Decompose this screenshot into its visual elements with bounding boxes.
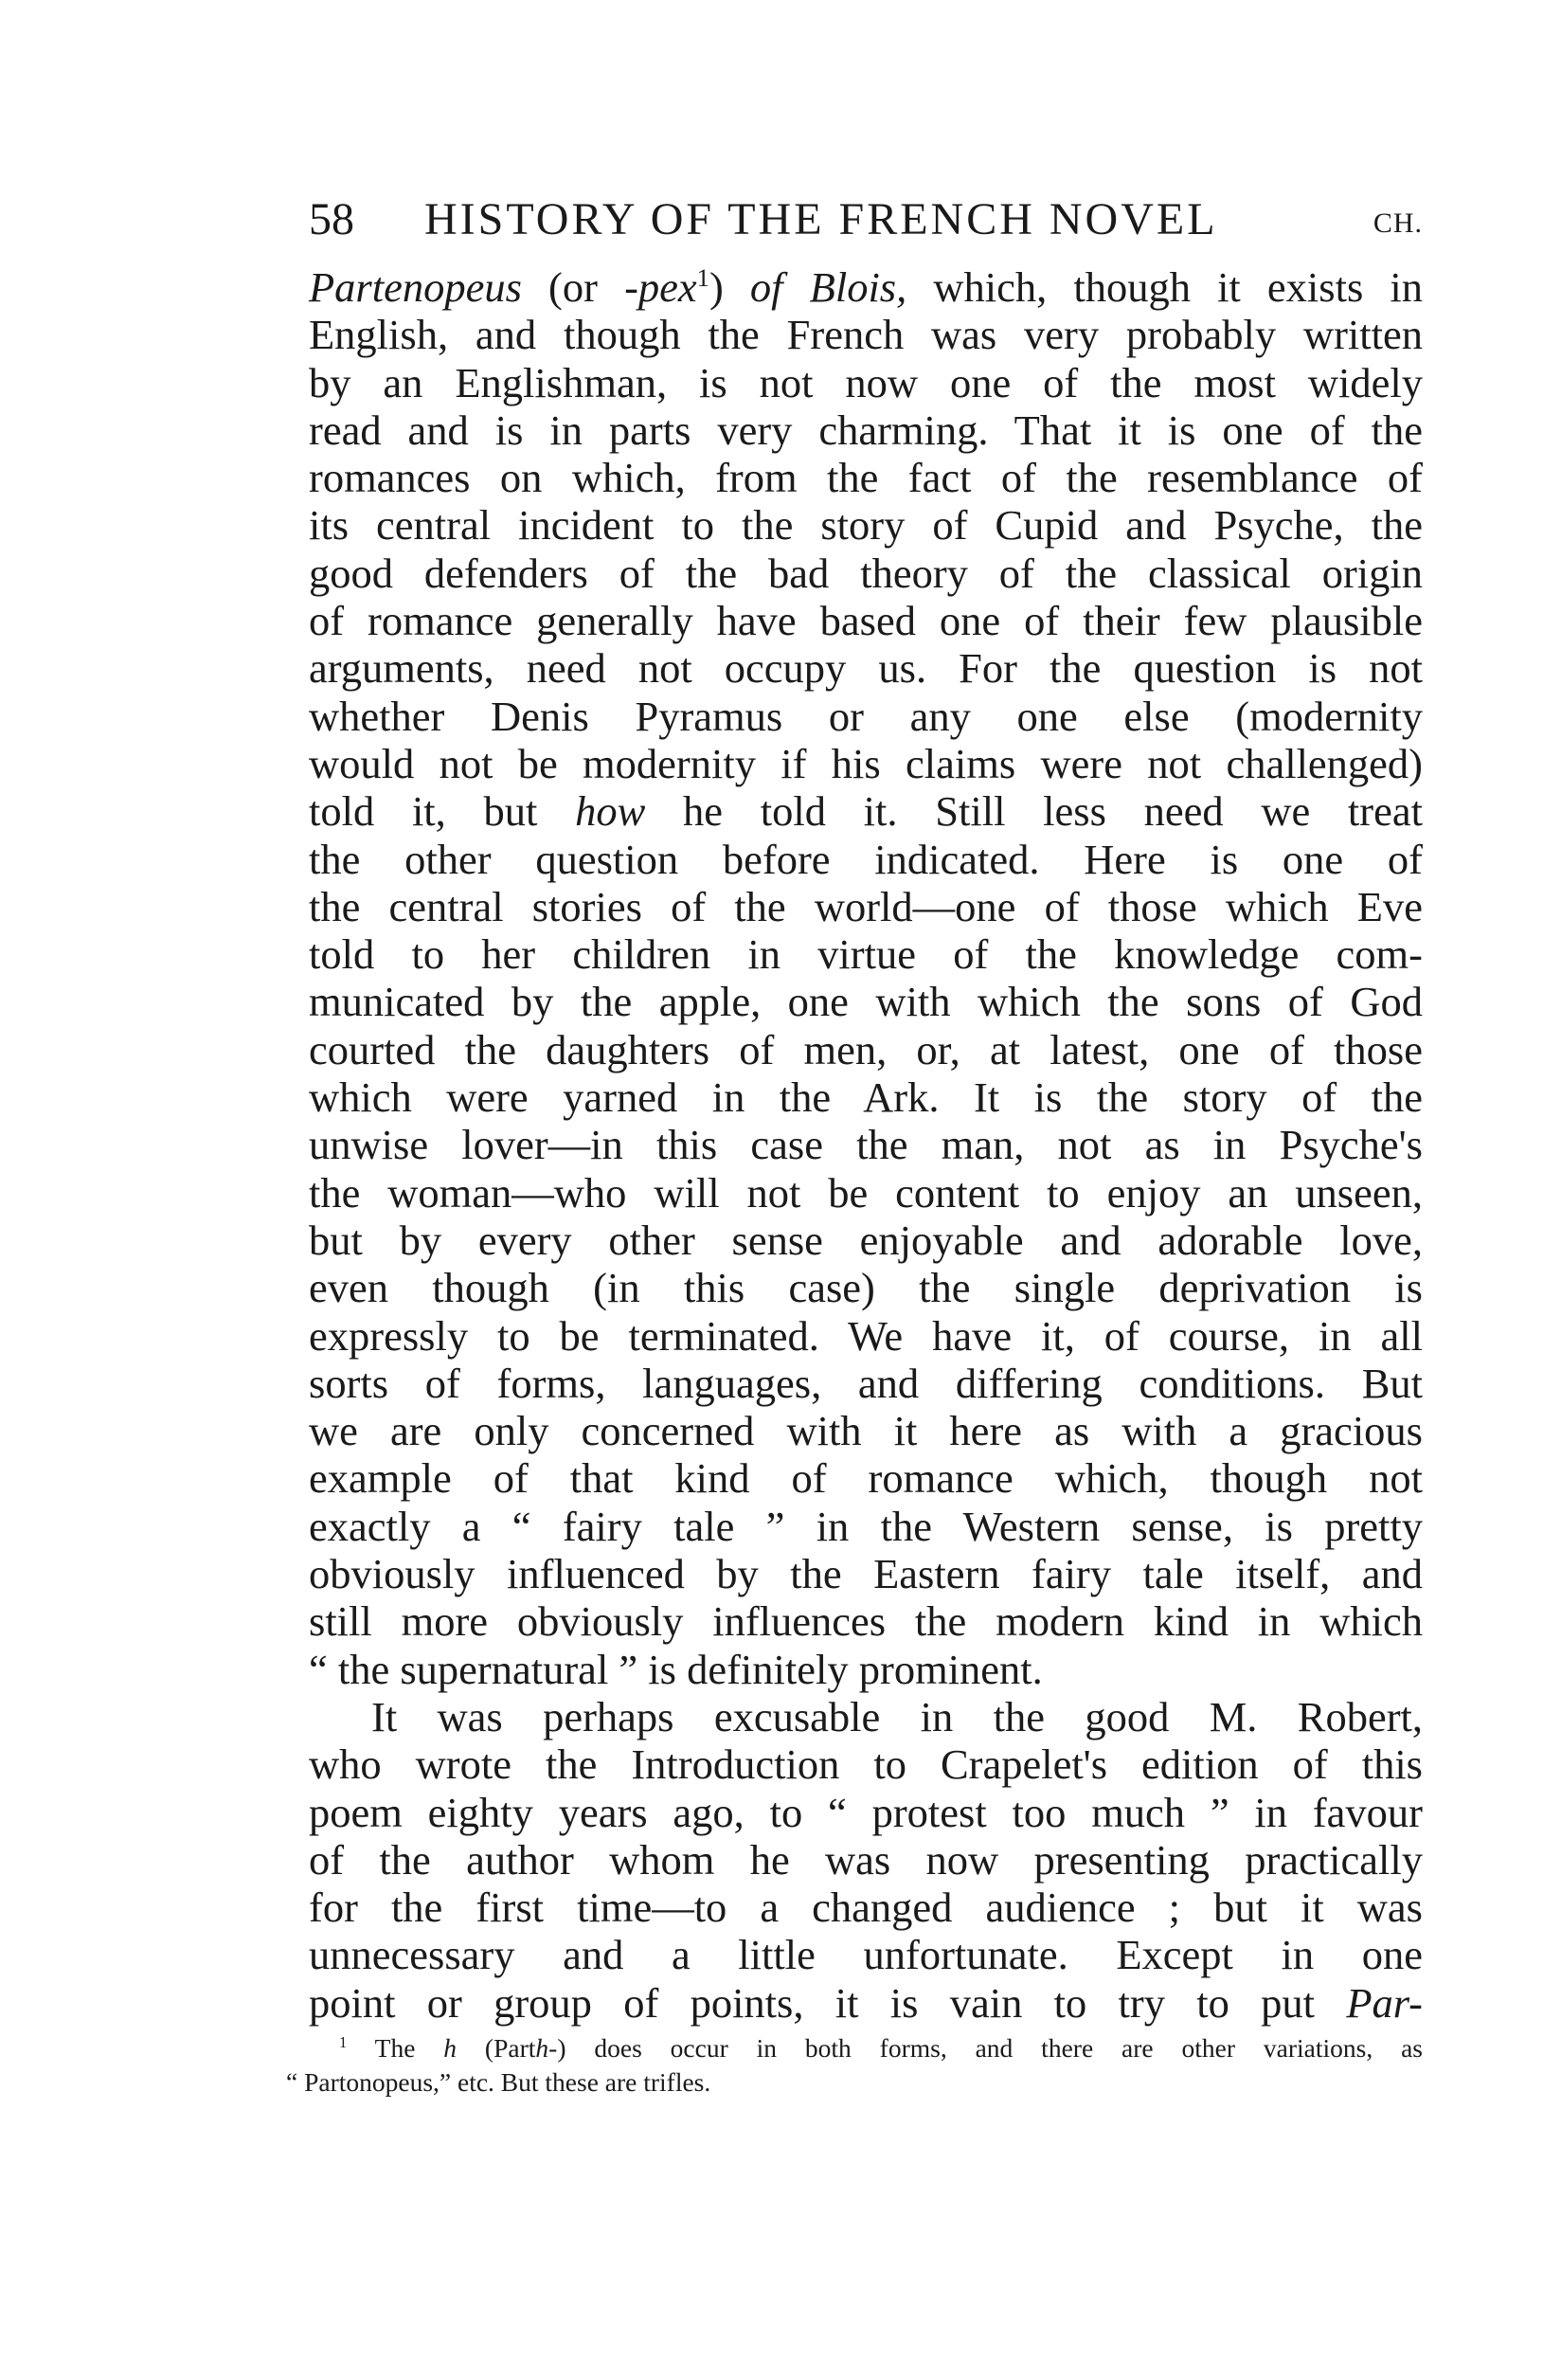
text-line: [309, 1740, 1423, 1788]
text-segment: obviously influenced by the Eastern fairy tale itself, and: [309, 1550, 1423, 1598]
text-segment: unnecessary and a little unfortunate. Except in one: [309, 1931, 1423, 1979]
footnote-line: [286, 2031, 1423, 2065]
text-segment: who wrote the Introduction to Crapelet's edition of this: [309, 1740, 1423, 1789]
italic-text: how: [575, 787, 646, 836]
text-line: [309, 550, 1423, 597]
text-segment: “ the supernatural ” is definitely prominent.: [309, 1645, 1043, 1693]
text-segment: the other question before indicated. Here is one of: [309, 835, 1423, 883]
text-segment: still more obviously influences the modern kind in which: [309, 1597, 1423, 1646]
text-segment: arguments, need not occupy us. For the question is not: [309, 644, 1423, 693]
text-segment: municated by the apple, one with which the sons of God: [309, 978, 1423, 1026]
text-line: [309, 644, 1423, 692]
text-segment: whether Denis Pyramus or any one else (modernity: [309, 692, 1423, 740]
text-segment: sorts of forms, languages, and differing conditions. But: [309, 1359, 1423, 1407]
text-line: [309, 406, 1423, 454]
text-line: [309, 1884, 1423, 1931]
text-line: [309, 930, 1423, 978]
text-segment: read and is in parts very charming. That it is one of the: [309, 406, 1423, 454]
text-segment: The: [347, 2033, 444, 2063]
text-segment: which, though it exists in: [906, 263, 1423, 311]
text-segment: “ Partonopeus,” etc. But these are trifles.: [286, 2067, 711, 2097]
text-line: [309, 693, 1423, 740]
text-segment: exactly a “ fairy tale ” in the Western sense, is pretty: [309, 1502, 1423, 1550]
text-segment: told it, but: [309, 787, 576, 836]
text-line: [309, 883, 1423, 930]
text-segment: by an Englishman, is not now one of the most widely: [309, 358, 1423, 406]
text-line: [309, 1026, 1423, 1073]
text-segment: we are only concerned with it here as with a gracious: [309, 1407, 1423, 1455]
text-line: [309, 1454, 1423, 1502]
text-line: [309, 787, 1423, 835]
footnote-line: [286, 2065, 1423, 2100]
text-line: [309, 263, 1423, 311]
text-segment: he told it. Still less need we treat: [645, 787, 1423, 836]
text-segment: romances on which, from the fact of the resemblance of: [309, 454, 1423, 502]
text-line: [309, 978, 1423, 1025]
text-line: [309, 836, 1423, 883]
text-segment: its central incident to the story of Cupid and Psyche, the: [309, 501, 1423, 550]
text-line: [309, 1360, 1423, 1407]
text-line: [309, 1646, 1423, 1693]
page-number: 58: [309, 194, 354, 244]
text-segment: for the first time—to a changed audience ; but it was: [309, 1884, 1423, 1932]
text-segment: point or group of points, it is vain to try to put: [309, 1978, 1347, 2027]
text-line: [309, 1169, 1423, 1217]
chapter-mark: CH.: [1373, 207, 1423, 239]
italic-text: h: [443, 2033, 458, 2063]
italic-text: -pex: [624, 263, 697, 311]
text-line: [309, 740, 1423, 787]
text-segment: example of that kind of romance which, though not: [309, 1454, 1423, 1503]
text-segment: which were yarned in the Ark. It is the story of the: [309, 1073, 1423, 1122]
text-line: [309, 1693, 1423, 1740]
text-line: [309, 1264, 1423, 1311]
text-segment: told to her children in virtue of the knowledge com-: [309, 930, 1423, 979]
text-line: [309, 1407, 1423, 1454]
text-segment: the woman—who will not be content to enjoy an unseen,: [309, 1168, 1423, 1217]
text-segment: but by every other sense enjoyable and adorable love,: [309, 1216, 1423, 1264]
text-segment: English, and though the French was very probably written: [309, 311, 1423, 359]
text-line: [309, 1789, 1423, 1836]
text-line: [309, 1931, 1423, 1978]
text-segment: (or: [521, 263, 625, 311]
text-line: [309, 1979, 1423, 2027]
footnotes: [286, 2031, 1423, 2100]
text-segment: the central stories of the world—one of those which Eve: [309, 882, 1423, 930]
text-segment: even though (in this case) the single deprivation is: [309, 1264, 1423, 1312]
text-segment: good defenders of the bad theory of the classical origin: [309, 549, 1423, 597]
text-segment: courted the daughters of men, or, at latest, one of those: [309, 1025, 1423, 1073]
italic-text: h: [535, 2033, 549, 2063]
text-segment: of the author whom he was now presenting practically: [309, 1835, 1423, 1884]
text-line: [309, 1121, 1423, 1168]
text-line: [309, 1597, 1423, 1645]
running-header: [309, 189, 1423, 250]
text-segment: of romance generally have based one of their few plausible: [309, 597, 1423, 645]
italic-text: Partenopeus: [309, 263, 522, 311]
text-line: [309, 1503, 1423, 1550]
text-line: [309, 1073, 1423, 1121]
text-segment: ): [709, 263, 750, 311]
italic-text: Par-: [1346, 1978, 1423, 2027]
text-segment: expressly to be terminated. We have it, of course, in all: [309, 1311, 1423, 1360]
text-line: [309, 359, 1423, 406]
text-line: [309, 454, 1423, 501]
text-segment: would not be modernity if his claims were not challenged): [309, 739, 1423, 787]
text-segment: unwise lover—in this case the man, not as in Psyche's: [309, 1121, 1423, 1169]
text-segment: (Part: [457, 2033, 536, 2063]
text-line: [309, 1217, 1423, 1264]
text-line: [309, 501, 1423, 549]
footnote-marker: 1: [339, 2033, 348, 2052]
text-line: [309, 1836, 1423, 1884]
running-title: HISTORY OF THE FRENCH NOVEL: [424, 194, 1218, 244]
text-segment: -) does occur in both forms, and there are other variations, as: [548, 2033, 1423, 2063]
italic-text: of Blois,: [749, 263, 907, 311]
text-segment: It was perhaps excusable in the good M. Robert,: [371, 1692, 1423, 1740]
footnote-marker: 1: [696, 262, 709, 292]
body-text: [309, 263, 1423, 2027]
text-segment: poem eighty years ago, to “ protest too much ” in favour: [309, 1788, 1423, 1836]
text-line: [309, 1550, 1423, 1597]
text-line: [309, 1312, 1423, 1360]
text-line: [309, 311, 1423, 358]
text-line: [309, 597, 1423, 644]
